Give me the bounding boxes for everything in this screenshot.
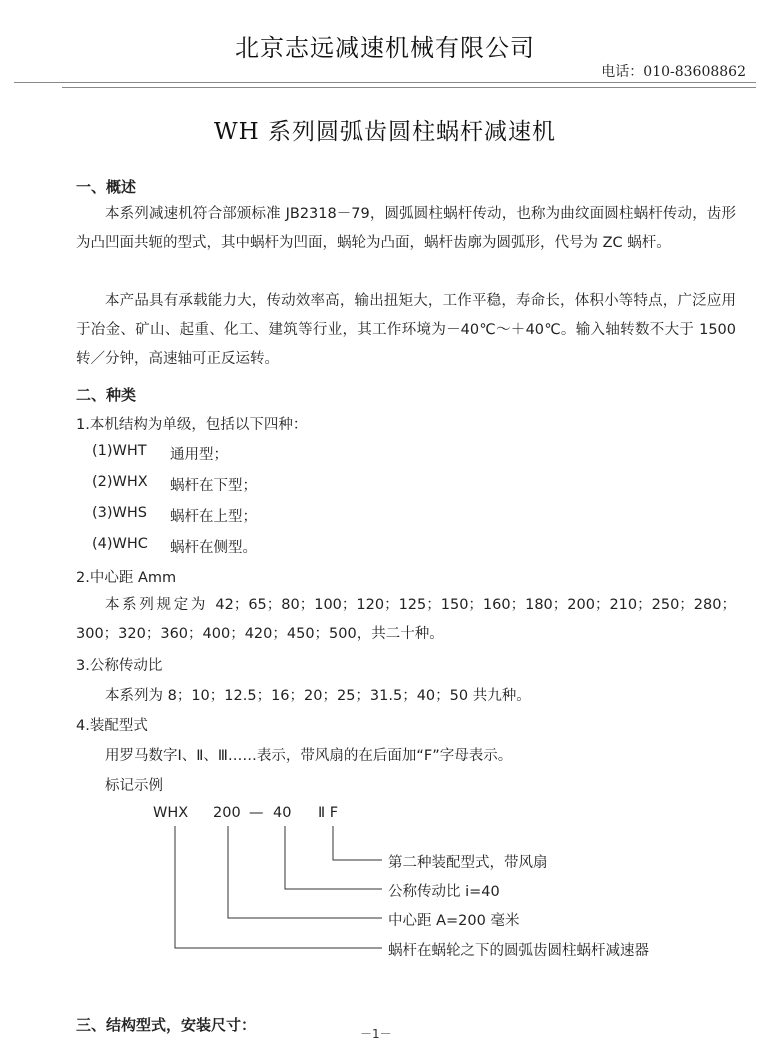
marker-note-model: 蜗杆在蜗轮之下的圆弧齿圆柱蜗杆减速器 xyxy=(388,943,649,959)
marking-example-label: 标记示例 xyxy=(105,778,163,794)
type-code-whs: (3)WHS xyxy=(92,505,147,521)
ratio-values: 本系列为 8；10；12.5；16；20；25；31.5；40；50 共九种。 xyxy=(105,688,531,704)
assembly-form-text: 用罗马数字Ⅰ、Ⅱ、Ⅲ……表示，带风扇的在后面加“F”字母表示。 xyxy=(105,748,513,764)
marker-code-center-distance: 200 xyxy=(213,805,241,821)
type-desc-whs: 蜗杆在上型； xyxy=(170,509,257,525)
company-phone: 电话：010-83608862 xyxy=(601,64,746,80)
types-item-3: 3.公称传动比 xyxy=(76,658,163,674)
leader-line-assembly xyxy=(333,826,382,860)
types-item-4: 4.装配型式 xyxy=(76,718,148,734)
section-overview-heading: 一、概述 xyxy=(76,178,137,196)
type-desc-whc: 蜗杆在侧型。 xyxy=(170,540,257,556)
section-types-heading: 二、种类 xyxy=(76,386,137,404)
types-item-2: 2.中心距 Amm xyxy=(76,570,177,586)
leader-line-center-distance xyxy=(228,826,382,918)
marker-code-ratio: 40 xyxy=(273,805,292,821)
marker-note-ratio: 公称传动比 i=40 xyxy=(388,884,500,900)
marker-code-model: WHX xyxy=(153,805,189,821)
marker-note-center-distance: 中心距 A=200 毫米 xyxy=(388,913,520,929)
page-number: －1－ xyxy=(360,1027,392,1041)
type-code-wht: (1)WHT xyxy=(92,443,147,459)
overview-paragraph-2: 本产品具有承载能力大，传动效率高，输出扭矩大，工作平稳，寿命长，体积小等特点，广泛应用于冶金、矿山、起重、化工、建筑等行业，其工作环境为－40℃～＋40℃。输入轴转数不大于 1500 转／分钟，高速轴可正反运转。 xyxy=(76,293,736,367)
center-distance-values: 本系列规定为 42；65；80；100；120；125；150；160；180；200；210；250；280；300；320；360；400；420；450；500，共二十种。 xyxy=(76,597,736,642)
type-code-whc: (4)WHC xyxy=(92,536,148,552)
marker-note-assembly: 第二种装配型式，带风扇 xyxy=(388,855,548,871)
marker-code-assembly: Ⅱ F xyxy=(318,805,339,821)
overview-paragraph-1: 本系列减速机符合部颁标准 JB2318－79，圆弧圆柱蜗杆传动，也称为曲纹面圆柱蜗杆传动，齿形为凸凹面共轭的型式，其中蜗杆为凹面，蜗轮为凸面，蜗杆齿廓为圆弧形，代号为 ZC 蜗杆。 xyxy=(76,206,736,251)
document-title: WH 系列圆弧齿圆柱蜗杆减速机 xyxy=(213,119,556,145)
type-desc-whx: 蜗杆在下型； xyxy=(170,478,257,494)
section-structure-heading: 三、结构型式，安装尺寸： xyxy=(76,1016,257,1034)
type-desc-wht: 通用型； xyxy=(170,447,228,463)
type-code-whx: (2)WHX xyxy=(92,474,148,490)
marker-code-dash: — xyxy=(249,805,264,821)
leader-line-model xyxy=(175,826,382,948)
company-name: 北京志远减速机械有限公司 xyxy=(235,34,535,62)
types-item-1: 1.本机结构为单级，包括以下四种： xyxy=(76,417,308,433)
